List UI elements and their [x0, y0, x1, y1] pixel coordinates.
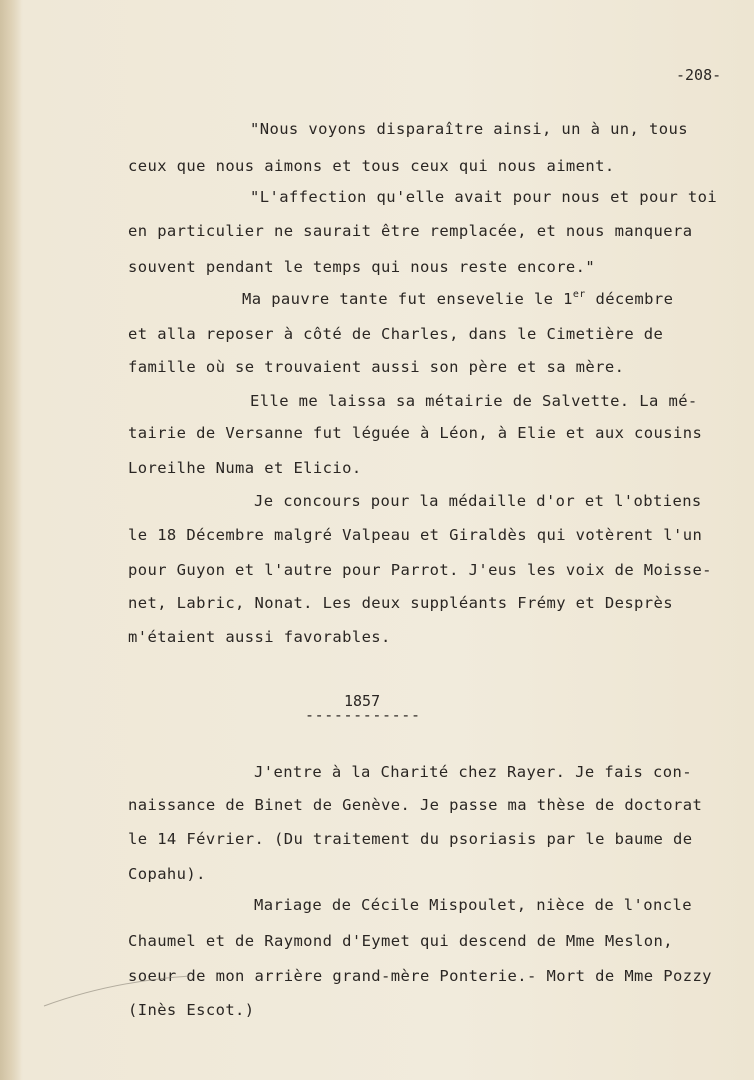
text-fragment: décembre: [585, 290, 674, 308]
text-line: J'entre à la Charité chez Rayer. Je fais con-: [254, 763, 692, 781]
text-line: soeur de mon arrière grand-mère Ponterie.- Mort de Mme Pozzy: [128, 967, 712, 985]
page-binding-edge: [0, 0, 22, 1080]
page-number: -208-: [676, 66, 722, 84]
text-line: "Nous voyons disparaître ainsi, un à un, tous: [250, 120, 688, 138]
text-line: Elle me laissa sa métairie de Salvette. La mé-: [250, 392, 698, 410]
text-line: m'étaient aussi favorables.: [128, 628, 391, 646]
text-line: en particulier ne saurait être remplacée, et nous manquera: [128, 222, 693, 240]
text-line: (Inès Escot.): [128, 1001, 255, 1019]
text-line: ceux que nous aimons et tous ceux qui nous aiment.: [128, 157, 615, 175]
section-underline: ------------: [305, 706, 421, 724]
text-line: Je concours pour la médaille d'or et l'obtiens: [254, 492, 702, 510]
pencil-stroke-mark: [42, 970, 192, 1010]
text-line: le 14 Février. (Du traitement du psoriasis par le baume de: [128, 830, 693, 848]
superscript: er: [572, 289, 586, 300]
text-line: pour Guyon et l'autre pour Parrot. J'eus les voix de Moisse-: [128, 561, 712, 579]
text-line: net, Labric, Nonat. Les deux suppléants Frémy et Desprès: [128, 594, 673, 612]
text-line: "L'affection qu'elle avait pour nous et pour toi: [250, 188, 718, 206]
text-line: Copahu).: [128, 865, 206, 883]
text-line-with-superscript: [242, 289, 673, 309]
text-line: naissance de Binet de Genève. Je passe ma thèse de doctorat: [128, 796, 703, 814]
text-line: tairie de Versanne fut léguée à Léon, à Elie et aux cousins: [128, 424, 703, 442]
text-line: Chaumel et de Raymond d'Eymet qui descend de Mme Meslon,: [128, 932, 673, 950]
text-line: le 18 Décembre malgré Valpeau et Giraldès qui votèrent l'un: [128, 526, 703, 544]
text-line: souvent pendant le temps qui nous reste encore.": [128, 258, 596, 276]
text-line: Loreilhe Numa et Elicio.: [128, 459, 362, 477]
text-line: et alla reposer à côté de Charles, dans le Cimetière de: [128, 325, 664, 343]
text-fragment: Ma pauvre tante fut ensevelie le 1: [242, 290, 573, 308]
text-line: Mariage de Cécile Mispoulet, nièce de l'oncle: [254, 896, 692, 914]
section-year: 1857: [344, 692, 381, 710]
text-line: famille où se trouvaient aussi son père et sa mère.: [128, 358, 625, 376]
